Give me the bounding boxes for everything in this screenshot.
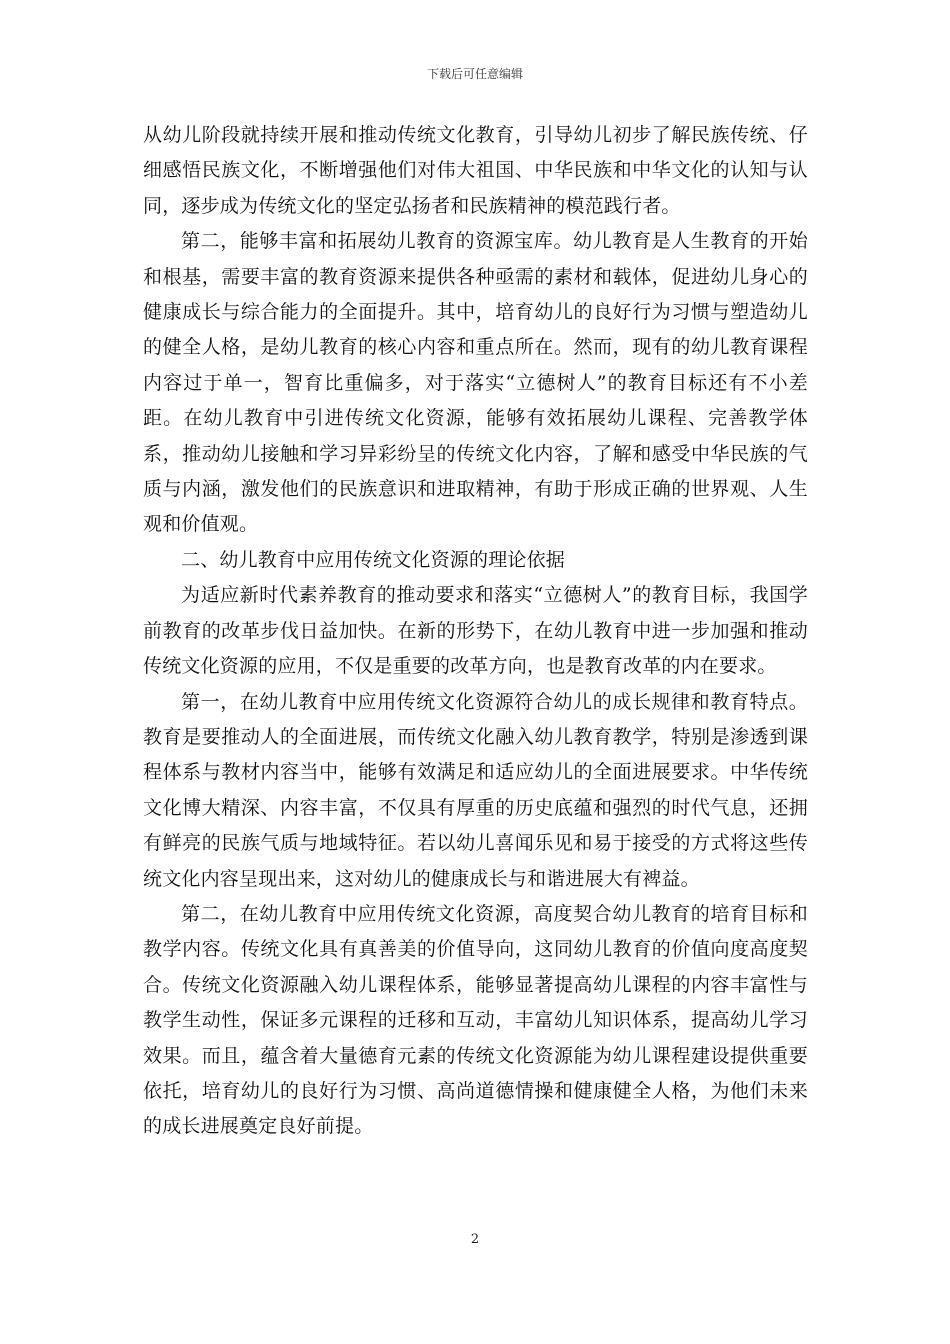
paragraph-second-point: 第二，能够丰富和拓展幼儿教育的资源宝库。幼儿教育是人生教育的开始和根基，需要丰富的教育资源来提供各种亟需的素材和载体，促进幼儿身心的健康成长与综合能力的全面提升。其中，培育幼儿的良好行为习惯与塑造幼儿的健全人格，是幼儿教育的核心内容和重点所在。然而，现有的幼儿教育课程内容过于单一，智育比重偏多，对于落实“立德树人”的教育目标还有不小差距。在幼儿教育中引进传统文化资源，能够有效拓展幼儿课程、完善教学体系，推动幼儿接触和学习异彩纷呈的传统文化内容，了解和感受中华民族的气质与内涵，激发他们的民族意识和进取精神，有助于形成正确的世界观、人生观和价值观。 xyxy=(143,230,808,536)
section-heading: 二、幼儿教育中应用传统文化资源的理论依据 xyxy=(181,548,566,571)
document-body xyxy=(143,118,808,1145)
page-number: 2 xyxy=(470,1232,480,1247)
paragraph-continuation: 从幼儿阶段就持续开展和推动传统文化教育，引导幼儿初步了解民族传统、仔细感悟民族文化，不断增强他们对伟大祖国、中华民族和中华文化的认知与认同，逐步成为传统文化的坚定弘扬者和民族精神的模范践行者。 xyxy=(143,124,808,217)
paragraph-second-basis: 第二，在幼儿教育中应用传统文化资源，高度契合幼儿教育的培育目标和教学内容。传统文化具有真善美的价值导向，这同幼儿教育的价值向度高度契合。传统文化资源融入幼儿课程体系，能够显著提高幼儿课程的内容丰富性与教学生动性，保证多元课程的迁移和互动，丰富幼儿知识体系，提高幼儿学习效果。而且，蕴含着大量德育元素的传统文化资源能为幼儿课程建设提供重要依托，培育幼儿的良好行为习惯、高尚道德情操和健康健全人格，为他们未来的成长进展奠定良好前提。 xyxy=(143,902,808,1138)
page-header: 下载后可任意编辑 xyxy=(426,67,523,81)
paragraph-intro: 为适应新时代素养教育的推动要求和落实“立德树人”的教育目标，我国学前教育的改革步伐日益加快。在新的形势下，在幼儿教育中进一步加强和推动传统文化资源的应用，不仅是重要的改革方向，也是教育改革的内在要求。 xyxy=(143,584,808,678)
paragraph-first-basis: 第一，在幼儿教育中应用传统文化资源符合幼儿的成长规律和教育特点。教育是要推动人的全面进展，而传统文化融入幼儿教育教学，特别是渗透到课程体系与教材内容当中，能够有效满足和适应幼儿的全面进展要求。中华传统文化博大精深、内容丰富，不仅具有厚重的历史底蕴和强烈的时代气息，还拥有鲜亮的民族气质与地域特征。若以幼儿喜闻乐见和易于接受的方式将这些传统文化内容呈现出来，这对幼儿的健康成长与和谐进展大有裨益。 xyxy=(143,690,808,890)
